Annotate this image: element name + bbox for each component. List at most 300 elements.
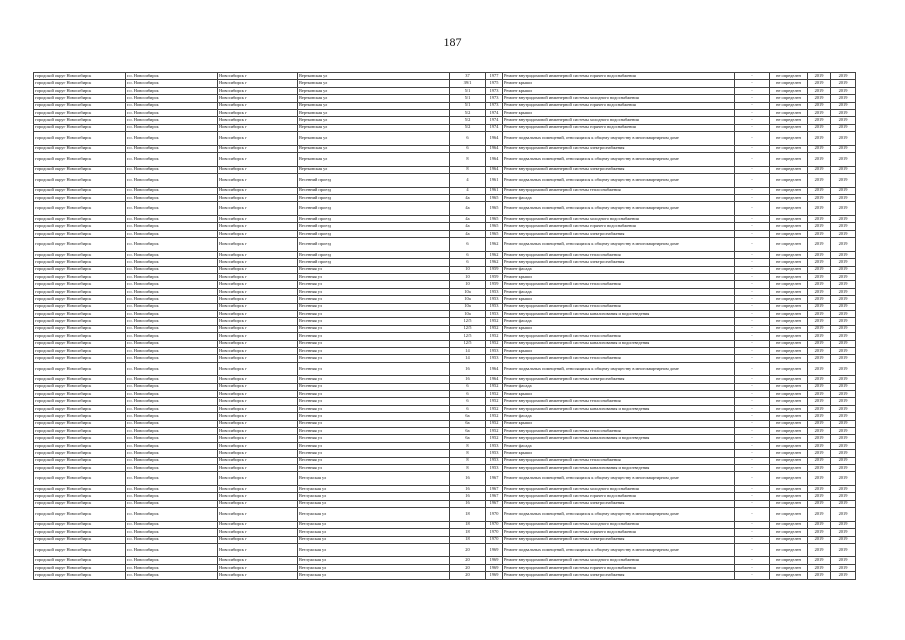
cell-end-year: 2019 [831, 457, 856, 464]
cell-deadline-dash: - [735, 472, 770, 486]
cell-cost-status: не определен [770, 340, 808, 347]
cell-house-number: 4а [450, 223, 486, 230]
table-row [34, 166, 856, 173]
cell-city: Новосибирск г [218, 230, 298, 237]
cell-deadline-dash: - [735, 340, 770, 347]
cell-settlement: г.о. Новосибирск [126, 73, 218, 80]
cell-end-year: 2019 [831, 251, 856, 258]
cell-city: Новосибирск г [218, 187, 298, 194]
cell-city: Новосибирск г [218, 73, 298, 80]
cell-city: Новосибирск г [218, 95, 298, 102]
cell-build-year: 1953 [486, 303, 503, 310]
cell-end-year: 2019 [831, 266, 856, 273]
cell-house-number: 5/1 [450, 87, 486, 94]
cell-work-type: Ремонт подвальных помещений, относящихся к общему имуществу в многоквартирном доме [503, 508, 735, 522]
cell-start-year: 2019 [808, 362, 831, 376]
table-row [34, 521, 856, 528]
table-body [34, 73, 856, 580]
cell-start-year: 2019 [808, 281, 831, 288]
cell-house-number: 12/5 [450, 333, 486, 340]
cell-municipality: городской округ Новосибирск [34, 391, 126, 398]
cell-city: Новосибирск г [218, 536, 298, 543]
cell-settlement: г.о. Новосибирск [126, 508, 218, 522]
table-row [34, 457, 856, 464]
cell-street: Весенняя ул [298, 281, 450, 288]
table-row [34, 442, 856, 449]
table-row [34, 391, 856, 398]
table-row [34, 398, 856, 405]
cell-deadline-dash: - [735, 166, 770, 173]
cell-city: Новосибирск г [218, 450, 298, 457]
table-row [34, 174, 856, 188]
table-row [34, 318, 856, 325]
cell-city: Новосибирск г [218, 508, 298, 522]
cell-house-number: 12/5 [450, 318, 486, 325]
cell-municipality: городской округ Новосибирск [34, 521, 126, 528]
cell-start-year: 2019 [808, 153, 831, 167]
cell-settlement: г.о. Новосибирск [126, 274, 218, 281]
cell-work-type: Ремонт внутридомовой инженерной системы холодного водоснабжения [503, 117, 735, 124]
cell-settlement: г.о. Новосибирск [126, 310, 218, 317]
table-row [34, 274, 856, 281]
table-row [34, 450, 856, 457]
cell-deadline-dash: - [735, 251, 770, 258]
cell-city: Новосибирск г [218, 472, 298, 486]
cell-city: Новосибирск г [218, 340, 298, 347]
cell-cost-status: не определен [770, 442, 808, 449]
cell-deadline-dash: - [735, 318, 770, 325]
cell-municipality: городской округ Новосибирск [34, 428, 126, 435]
table-row [34, 536, 856, 543]
cell-work-type: Ремонт подвальных помещений, относящихся к общему имуществу в многоквартирном доме [503, 132, 735, 146]
cell-municipality: городской округ Новосибирск [34, 303, 126, 310]
cell-municipality: городской округ Новосибирск [34, 543, 126, 557]
cell-start-year: 2019 [808, 557, 831, 564]
cell-start-year: 2019 [808, 508, 831, 522]
cell-street: Вертковская ул [298, 166, 450, 173]
cell-deadline-dash: - [735, 187, 770, 194]
cell-build-year: 1967 [486, 500, 503, 507]
cell-cost-status: не определен [770, 383, 808, 390]
cell-settlement: г.о. Новосибирск [126, 457, 218, 464]
cell-street: Ветлужская ул [298, 521, 450, 528]
cell-city: Новосибирск г [218, 543, 298, 557]
cell-end-year: 2019 [831, 508, 856, 522]
cell-deadline-dash: - [735, 383, 770, 390]
cell-settlement: г.о. Новосибирск [126, 288, 218, 295]
cell-start-year: 2019 [808, 536, 831, 543]
cell-start-year: 2019 [808, 472, 831, 486]
cell-house-number: 6 [450, 391, 486, 398]
cell-work-type: Ремонт фасада [503, 383, 735, 390]
cell-settlement: г.о. Новосибирск [126, 95, 218, 102]
cell-end-year: 2019 [831, 347, 856, 354]
cell-deadline-dash: - [735, 347, 770, 354]
cell-street: Ветлужская ул [298, 536, 450, 543]
cell-house-number: 14 [450, 347, 486, 354]
cell-end-year: 2019 [831, 310, 856, 317]
cell-municipality: городской округ Новосибирск [34, 174, 126, 188]
cell-start-year: 2019 [808, 310, 831, 317]
cell-end-year: 2019 [831, 318, 856, 325]
cell-build-year: 1965 [486, 202, 503, 216]
cell-street: Вертковская ул [298, 87, 450, 94]
table-row [34, 464, 856, 471]
cell-city: Новосибирск г [218, 347, 298, 354]
cell-city: Новосибирск г [218, 420, 298, 427]
cell-house-number: 12/5 [450, 325, 486, 332]
cell-deadline-dash: - [735, 493, 770, 500]
cell-start-year: 2019 [808, 87, 831, 94]
cell-cost-status: не определен [770, 564, 808, 571]
cell-cost-status: не определен [770, 428, 808, 435]
cell-deadline-dash: - [735, 485, 770, 492]
cell-municipality: городской округ Новосибирск [34, 87, 126, 94]
cell-municipality: городской округ Новосибирск [34, 274, 126, 281]
cell-municipality: городской округ Новосибирск [34, 187, 126, 194]
cell-start-year: 2019 [808, 288, 831, 295]
table-row [34, 109, 856, 116]
cell-end-year: 2019 [831, 325, 856, 332]
cell-municipality: городской округ Новосибирск [34, 145, 126, 152]
cell-municipality: городской округ Новосибирск [34, 508, 126, 522]
cell-city: Новосибирск г [218, 87, 298, 94]
cell-end-year: 2019 [831, 413, 856, 420]
cell-end-year: 2019 [831, 572, 856, 579]
cell-work-type: Ремонт подвальных помещений, относящихся к общему имуществу в многоквартирном доме [503, 174, 735, 188]
cell-work-type: Ремонт внутридомовой инженерной системы электроснабжения [503, 145, 735, 152]
cell-house-number: 5/2 [450, 109, 486, 116]
cell-street: Весенняя ул [298, 442, 450, 449]
cell-build-year: 1952 [486, 405, 503, 412]
cell-city: Новосибирск г [218, 428, 298, 435]
cell-start-year: 2019 [808, 274, 831, 281]
cell-municipality: городской округ Новосибирск [34, 493, 126, 500]
cell-deadline-dash: - [735, 109, 770, 116]
cell-build-year: 1967 [486, 472, 503, 486]
cell-city: Новосибирск г [218, 398, 298, 405]
cell-build-year: 1959 [486, 281, 503, 288]
cell-street: Вертковская ул [298, 95, 450, 102]
cell-end-year: 2019 [831, 109, 856, 116]
table-row [34, 117, 856, 124]
cell-street: Вертковская ул [298, 117, 450, 124]
cell-house-number: 8 [450, 166, 486, 173]
cell-street: Ветлужская ул [298, 557, 450, 564]
cell-settlement: г.о. Новосибирск [126, 536, 218, 543]
cell-end-year: 2019 [831, 102, 856, 109]
cell-settlement: г.о. Новосибирск [126, 543, 218, 557]
cell-city: Новосибирск г [218, 325, 298, 332]
cell-build-year: 1964 [486, 362, 503, 376]
cell-city: Новосибирск г [218, 303, 298, 310]
cell-municipality: городской округ Новосибирск [34, 355, 126, 362]
cell-city: Новосибирск г [218, 572, 298, 579]
cell-municipality: городской округ Новосибирск [34, 132, 126, 146]
cell-cost-status: не определен [770, 238, 808, 252]
cell-end-year: 2019 [831, 521, 856, 528]
table-row [34, 564, 856, 571]
table-row [34, 325, 856, 332]
cell-settlement: г.о. Новосибирск [126, 153, 218, 167]
cell-house-number: 5/2 [450, 124, 486, 131]
cell-city: Новосибирск г [218, 376, 298, 383]
cell-deadline-dash: - [735, 102, 770, 109]
cell-build-year: 1965 [486, 223, 503, 230]
table-row [34, 238, 856, 252]
cell-cost-status: не определен [770, 296, 808, 303]
cell-cost-status: не определен [770, 557, 808, 564]
cell-build-year: 1969 [486, 564, 503, 571]
cell-end-year: 2019 [831, 87, 856, 94]
cell-house-number: 8 [450, 457, 486, 464]
cell-municipality: городской округ Новосибирск [34, 80, 126, 87]
cell-work-type: Ремонт крыши [503, 420, 735, 427]
cell-deadline-dash: - [735, 420, 770, 427]
cell-work-type: Ремонт внутридомовой инженерной системы теплоснабжения [503, 303, 735, 310]
cell-street: Весенний проезд [298, 216, 450, 223]
cell-build-year: 1953 [486, 457, 503, 464]
cell-municipality: городской округ Новосибирск [34, 288, 126, 295]
cell-street: Весенняя ул [298, 391, 450, 398]
cell-cost-status: не определен [770, 362, 808, 376]
cell-municipality: городской округ Новосибирск [34, 238, 126, 252]
cell-settlement: г.о. Новосибирск [126, 572, 218, 579]
cell-street: Весенняя ул [298, 405, 450, 412]
table-row [34, 428, 856, 435]
cell-house-number: 16 [450, 485, 486, 492]
table-row [34, 296, 856, 303]
cell-cost-status: не определен [770, 413, 808, 420]
cell-street: Вертковская ул [298, 102, 450, 109]
cell-house-number: 10а [450, 288, 486, 295]
cell-city: Новосибирск г [218, 500, 298, 507]
cell-cost-status: не определен [770, 80, 808, 87]
cell-municipality: городской округ Новосибирск [34, 109, 126, 116]
cell-street: Весенняя ул [298, 333, 450, 340]
cell-cost-status: не определен [770, 435, 808, 442]
cell-start-year: 2019 [808, 428, 831, 435]
table-row [34, 405, 856, 412]
table-row [34, 383, 856, 390]
table-row [34, 202, 856, 216]
cell-cost-status: не определен [770, 230, 808, 237]
cell-start-year: 2019 [808, 251, 831, 258]
cell-build-year: 1964 [486, 153, 503, 167]
cell-deadline-dash: - [735, 288, 770, 295]
cell-end-year: 2019 [831, 174, 856, 188]
repair-plan-table [33, 72, 856, 580]
cell-street: Вертковская ул [298, 124, 450, 131]
cell-build-year: 1969 [486, 557, 503, 564]
cell-house-number: 16 [450, 500, 486, 507]
cell-settlement: г.о. Новосибирск [126, 266, 218, 273]
cell-cost-status: не определен [770, 391, 808, 398]
cell-street: Вертковская ул [298, 80, 450, 87]
cell-settlement: г.о. Новосибирск [126, 347, 218, 354]
cell-start-year: 2019 [808, 420, 831, 427]
cell-deadline-dash: - [735, 195, 770, 202]
cell-work-type: Ремонт фасада [503, 442, 735, 449]
cell-municipality: городской округ Новосибирск [34, 124, 126, 131]
table-row [34, 216, 856, 223]
cell-start-year: 2019 [808, 355, 831, 362]
cell-build-year: 1952 [486, 391, 503, 398]
cell-start-year: 2019 [808, 195, 831, 202]
table-row [34, 472, 856, 486]
cell-municipality: городской округ Новосибирск [34, 153, 126, 167]
cell-cost-status: не определен [770, 274, 808, 281]
table-row [34, 102, 856, 109]
cell-start-year: 2019 [808, 187, 831, 194]
cell-street: Весенняя ул [298, 310, 450, 317]
cell-start-year: 2019 [808, 73, 831, 80]
cell-settlement: г.о. Новосибирск [126, 230, 218, 237]
cell-end-year: 2019 [831, 230, 856, 237]
cell-cost-status: не определен [770, 223, 808, 230]
cell-start-year: 2019 [808, 303, 831, 310]
cell-settlement: г.о. Новосибирск [126, 102, 218, 109]
cell-street: Весенняя ул [298, 325, 450, 332]
cell-end-year: 2019 [831, 132, 856, 146]
cell-end-year: 2019 [831, 398, 856, 405]
cell-work-type: Ремонт внутридомовой инженерной системы электроснабжения [503, 572, 735, 579]
cell-cost-status: не определен [770, 457, 808, 464]
cell-street: Вертковская ул [298, 132, 450, 146]
cell-street: Весенняя ул [298, 457, 450, 464]
cell-work-type: Ремонт подвальных помещений, относящихся к общему имуществу в многоквартирном доме [503, 543, 735, 557]
cell-house-number: 20 [450, 572, 486, 579]
cell-start-year: 2019 [808, 442, 831, 449]
cell-settlement: г.о. Новосибирск [126, 124, 218, 131]
cell-work-type: Ремонт подвальных помещений, относящихся к общему имуществу в многоквартирном доме [503, 362, 735, 376]
table-row [34, 303, 856, 310]
cell-end-year: 2019 [831, 340, 856, 347]
cell-street: Ветлужская ул [298, 472, 450, 486]
cell-end-year: 2019 [831, 472, 856, 486]
cell-deadline-dash: - [735, 572, 770, 579]
cell-build-year: 1952 [486, 398, 503, 405]
cell-municipality: городской округ Новосибирск [34, 450, 126, 457]
cell-cost-status: не определен [770, 333, 808, 340]
cell-house-number: 16 [450, 493, 486, 500]
cell-municipality: городской округ Новосибирск [34, 557, 126, 564]
cell-start-year: 2019 [808, 391, 831, 398]
cell-house-number: 18 [450, 536, 486, 543]
cell-settlement: г.о. Новосибирск [126, 238, 218, 252]
cell-street: Весенняя ул [298, 464, 450, 471]
cell-work-type: Ремонт крыши [503, 347, 735, 354]
cell-cost-status: не определен [770, 405, 808, 412]
cell-start-year: 2019 [808, 223, 831, 230]
cell-deadline-dash: - [735, 405, 770, 412]
cell-city: Новосибирск г [218, 564, 298, 571]
cell-settlement: г.о. Новосибирск [126, 529, 218, 536]
cell-start-year: 2019 [808, 543, 831, 557]
cell-work-type: Ремонт крыши [503, 80, 735, 87]
cell-work-type: Ремонт фасада [503, 318, 735, 325]
cell-municipality: городской округ Новосибирск [34, 166, 126, 173]
cell-end-year: 2019 [831, 493, 856, 500]
cell-settlement: г.о. Новосибирск [126, 405, 218, 412]
cell-street: Весенний проезд [298, 202, 450, 216]
cell-deadline-dash: - [735, 216, 770, 223]
cell-street: Весенняя ул [298, 376, 450, 383]
cell-build-year: 1953 [486, 355, 503, 362]
cell-deadline-dash: - [735, 557, 770, 564]
cell-cost-status: не определен [770, 464, 808, 471]
cell-build-year: 1965 [486, 195, 503, 202]
cell-work-type: Ремонт крыши [503, 274, 735, 281]
cell-end-year: 2019 [831, 500, 856, 507]
cell-deadline-dash: - [735, 362, 770, 376]
cell-start-year: 2019 [808, 413, 831, 420]
cell-house-number: 6 [450, 405, 486, 412]
cell-settlement: г.о. Новосибирск [126, 428, 218, 435]
cell-house-number: 6 [450, 259, 486, 266]
cell-cost-status: не определен [770, 87, 808, 94]
cell-settlement: г.о. Новосибирск [126, 195, 218, 202]
cell-settlement: г.о. Новосибирск [126, 464, 218, 471]
cell-municipality: городской округ Новосибирск [34, 485, 126, 492]
cell-city: Новосибирск г [218, 132, 298, 146]
cell-city: Новосибирск г [218, 195, 298, 202]
cell-city: Новосибирск г [218, 310, 298, 317]
cell-start-year: 2019 [808, 80, 831, 87]
table-row [34, 145, 856, 152]
cell-municipality: городской округ Новосибирск [34, 398, 126, 405]
cell-city: Новосибирск г [218, 124, 298, 131]
cell-municipality: городской округ Новосибирск [34, 266, 126, 273]
cell-municipality: городской округ Новосибирск [34, 442, 126, 449]
table-row [34, 413, 856, 420]
cell-house-number: 18 [450, 521, 486, 528]
cell-house-number: 5/2 [450, 117, 486, 124]
cell-start-year: 2019 [808, 340, 831, 347]
cell-city: Новосибирск г [218, 442, 298, 449]
cell-work-type: Ремонт внутридомовой инженерной системы горячего водоснабжения [503, 564, 735, 571]
cell-municipality: городской округ Новосибирск [34, 251, 126, 258]
cell-house-number: 16 [450, 472, 486, 486]
cell-work-type: Ремонт подвальных помещений, относящихся к общему имуществу в многоквартирном доме [503, 202, 735, 216]
cell-cost-status: не определен [770, 266, 808, 273]
cell-end-year: 2019 [831, 485, 856, 492]
cell-deadline-dash: - [735, 543, 770, 557]
cell-work-type: Ремонт внутридомовой инженерной системы холодного водоснабжения [503, 521, 735, 528]
cell-street: Весенняя ул [298, 340, 450, 347]
cell-end-year: 2019 [831, 124, 856, 131]
cell-cost-status: не определен [770, 202, 808, 216]
cell-build-year: 1952 [486, 383, 503, 390]
cell-house-number: 10 [450, 281, 486, 288]
cell-deadline-dash: - [735, 266, 770, 273]
cell-settlement: г.о. Новосибирск [126, 413, 218, 420]
cell-deadline-dash: - [735, 303, 770, 310]
cell-start-year: 2019 [808, 124, 831, 131]
cell-street: Весенняя ул [298, 420, 450, 427]
cell-street: Ветлужская ул [298, 485, 450, 492]
cell-cost-status: не определен [770, 251, 808, 258]
cell-cost-status: не определен [770, 472, 808, 486]
cell-work-type: Ремонт крыши [503, 87, 735, 94]
cell-house-number: 6а [450, 428, 486, 435]
cell-work-type: Ремонт крыши [503, 109, 735, 116]
cell-house-number: 6 [450, 238, 486, 252]
cell-build-year: 1970 [486, 508, 503, 522]
cell-deadline-dash: - [735, 230, 770, 237]
cell-work-type: Ремонт крыши [503, 296, 735, 303]
cell-cost-status: не определен [770, 73, 808, 80]
